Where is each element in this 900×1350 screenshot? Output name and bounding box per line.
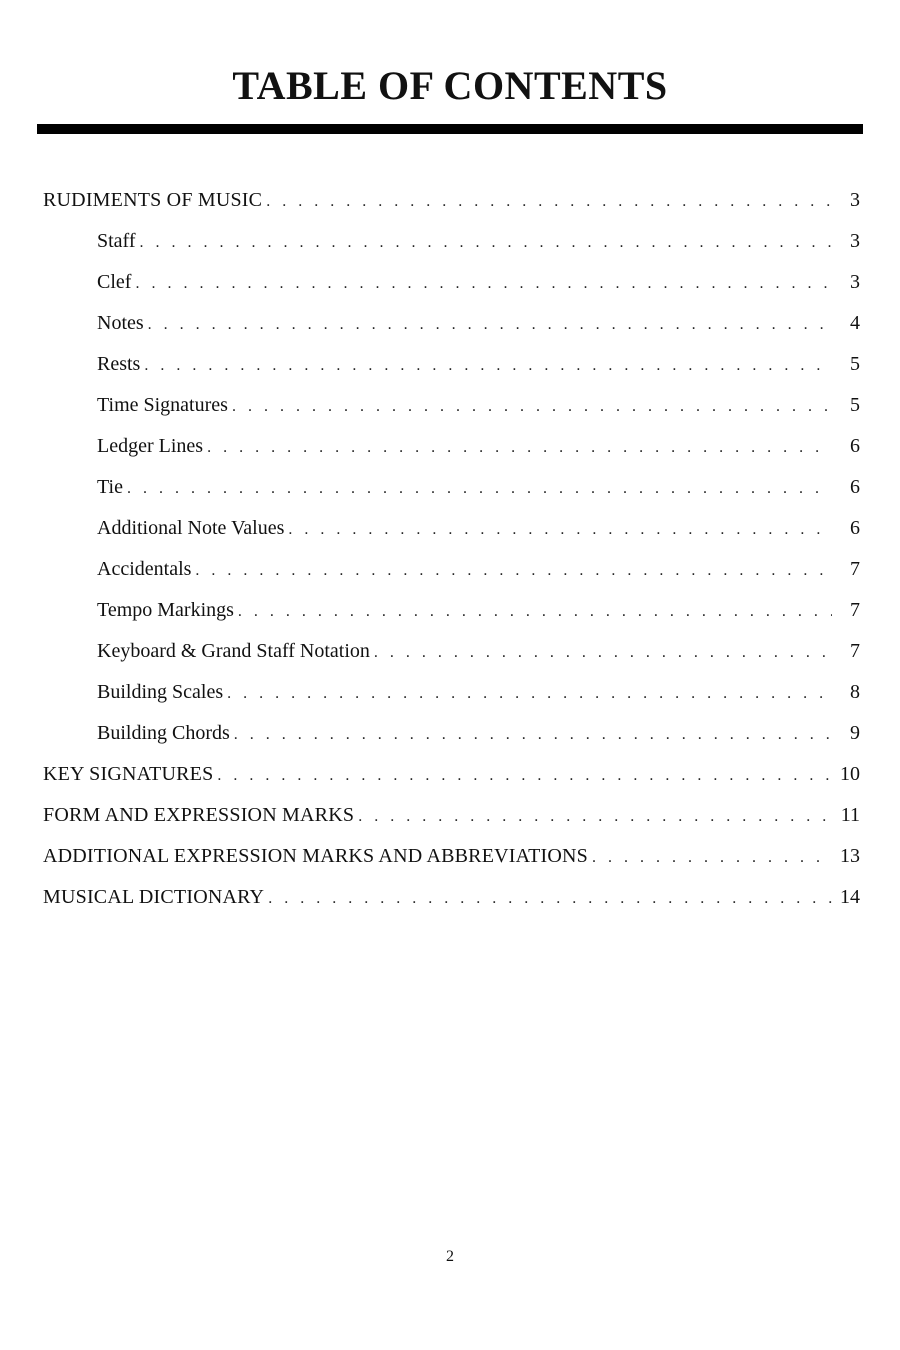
- toc-entry-page: 7: [850, 640, 860, 662]
- dot-leader: [234, 714, 832, 755]
- toc-entry-page: 9: [850, 722, 860, 744]
- toc-entry-additional-expression-marks[interactable]: [0, 836, 900, 877]
- toc-entry-page: 5: [850, 394, 860, 416]
- dot-leader: [217, 755, 832, 796]
- dot-leader: [148, 304, 832, 345]
- toc-entry-additional-note-values[interactable]: [0, 508, 900, 549]
- toc-entry-building-scales[interactable]: [0, 672, 900, 713]
- toc-entry-time-signatures[interactable]: [0, 385, 900, 426]
- toc-entry-page: 11: [840, 804, 860, 826]
- toc-entry-label: MUSICAL DICTIONARY: [43, 886, 265, 908]
- toc-entry-key-signatures[interactable]: [0, 754, 900, 795]
- toc-entry-label: ADDITIONAL EXPRESSION MARKS AND ABBREVIATIONS: [43, 845, 588, 867]
- toc-entry-clef[interactable]: [0, 262, 900, 303]
- dot-leader: [358, 796, 832, 837]
- toc-entry-label: RUDIMENTS OF MUSIC: [43, 189, 263, 211]
- toc-entry-staff[interactable]: [0, 221, 900, 262]
- toc-entry-label: Accidentals: [97, 558, 192, 580]
- toc-entry-keyboard-grand-staff-notation[interactable]: [0, 631, 900, 672]
- dot-leader: [268, 878, 832, 919]
- toc-entry-label: Tie: [97, 476, 123, 498]
- dot-leader: [207, 427, 832, 468]
- toc-entry-form-and-expression-marks[interactable]: [0, 795, 900, 836]
- toc-entry-notes[interactable]: [0, 303, 900, 344]
- toc-entry-label: Notes: [97, 312, 144, 334]
- toc-entry-page: 6: [850, 517, 860, 539]
- toc-entry-label: Keyboard & Grand Staff Notation: [97, 640, 370, 662]
- toc-entry-page: 8: [850, 681, 860, 703]
- toc-entry-page: 5: [850, 353, 860, 375]
- toc-entry-label: KEY SIGNATURES: [43, 763, 214, 785]
- toc-entry-label: Building Scales: [97, 681, 224, 703]
- toc-entry-page: 14: [840, 886, 860, 908]
- dot-leader: [127, 468, 832, 509]
- dot-leader: [238, 591, 832, 632]
- dot-leader: [195, 550, 832, 591]
- toc-entry-rudiments-of-music[interactable]: [0, 180, 900, 221]
- dot-leader: [266, 181, 832, 222]
- dot-leader: [227, 673, 832, 714]
- toc-entry-label: Tempo Markings: [97, 599, 234, 621]
- toc-entry-label: Additional Note Values: [97, 517, 285, 539]
- toc-entry-page: 3: [850, 271, 860, 293]
- toc-entry-label: Rests: [97, 353, 141, 375]
- toc-entry-building-chords[interactable]: [0, 713, 900, 754]
- toc-entry-page: 10: [840, 763, 860, 785]
- toc-entry-tie[interactable]: [0, 467, 900, 508]
- toc-entry-musical-dictionary[interactable]: [0, 877, 900, 918]
- toc-entry-label: Ledger Lines: [97, 435, 204, 457]
- page-number: 2: [446, 1248, 454, 1265]
- dot-leader: [232, 386, 832, 427]
- dot-leader: [140, 222, 832, 263]
- table-of-contents: [0, 180, 900, 918]
- dot-leader: [144, 345, 832, 386]
- toc-entry-page: 13: [840, 845, 860, 867]
- toc-entry-page: 3: [850, 230, 860, 252]
- dot-leader: [592, 837, 832, 878]
- page-title: TABLE OF CONTENTS: [232, 63, 668, 108]
- toc-entry-page: 6: [850, 476, 860, 498]
- toc-entry-tempo-markings[interactable]: [0, 590, 900, 631]
- toc-entry-rests[interactable]: [0, 344, 900, 385]
- toc-entry-label: Staff: [97, 230, 136, 252]
- toc-entry-label: Clef: [97, 271, 132, 293]
- dot-leader: [374, 632, 832, 673]
- dot-leader: [135, 263, 832, 304]
- toc-entry-page: 3: [850, 189, 860, 211]
- toc-entry-label: Time Signatures: [97, 394, 228, 416]
- toc-entry-page: 7: [850, 558, 860, 580]
- dot-leader: [288, 509, 832, 550]
- toc-entry-accidentals[interactable]: [0, 549, 900, 590]
- title-rule: [37, 124, 863, 134]
- toc-entry-label: Building Chords: [97, 722, 230, 744]
- toc-entry-page: 4: [850, 312, 860, 334]
- toc-entry-label: FORM AND EXPRESSION MARKS: [43, 804, 355, 826]
- toc-entry-page: 6: [850, 435, 860, 457]
- toc-entry-ledger-lines[interactable]: [0, 426, 900, 467]
- toc-entry-page: 7: [850, 599, 860, 621]
